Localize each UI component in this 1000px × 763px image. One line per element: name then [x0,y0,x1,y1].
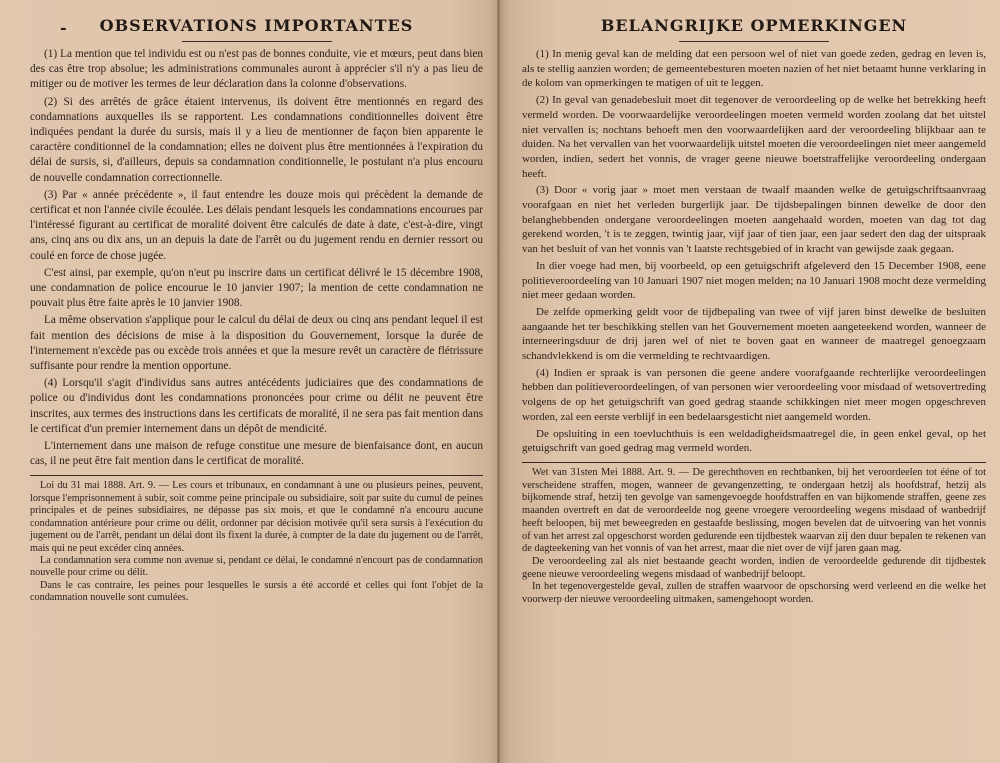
right-separator [522,462,986,463]
left-title-rule [182,41,332,42]
right-paragraph: De opsluiting in een toevluchthuis is een weldadigheidsmaatregel die, in geen enkel geval, op het getuigschrift van goed gedrag mag vermeld worden. [522,427,986,455]
right-column-dutch [500,0,1000,763]
left-law-paragraph: Dans le cas contraire, les peines pour lesquelles le sursis a été accordé et celles qui font l'objet de la condamnation nouvelle sont cumulées. [30,579,483,604]
right-title: BELANGRIJKE OPMERKINGEN [600,16,908,35]
right-paragraph: (3) Door « vorig jaar » moet men verstaan de twaalf maanden welke de getuigschriftsaanvraag voorafgaan en niet het verleden burgerlijk jaar. De tijdsbepalingen binnen dewelke de door den belanghebbenden ondergane veroordeelingen moeten aangehaald worden, moeten van dag tot dag gerekend worden, 't is te zeggen, twintig jaar, vijf jaar of tien jaar, een jaar sedert den dag der uitspraak van het besluit of van het vonnis van 't laatste rechtsgebied of in kracht van gewijsde zaak gegaan. [522,184,986,256]
left-law-paragraph: Loi du 31 mai 1888. Art. 9. — Les cours et tribunaux, en condamnant à une ou plusieurs peines, peuvent, lorsque l'emprisonnement à subir, soit comme peine principale ou subsidiaire, soit par suite du cumul de peines principales et de peines subsidiaires, ne dépasse pas six mois, et que le condamné n'a encouru aucune condamnation antérieure pour crime ou délit, ordonner par décision motivée qu'il sera sursis à l'exécution du jugement ou de l'arrêt, pendant un délai dont ils fixent la durée, à compter de la date du jugement ou de l'arrêt, mais qui ne peut excéder cinq années. [30,480,483,554]
left-paragraph: (1) La mention que tel individu est ou n'est pas de bonnes conduite, vie et mœurs, peut dans bien des cas être trop absolue; les administrations communales auront à apprécier s'il n'y a pas lieu de mitiger ou de motiver les termes de leur déclaration dans la colonne d'observations. [30,48,483,91]
right-law-paragraph: In het tegenovergestelde geval, zullen de straffen waarvoor de opschorsing werd verleend en die welke het voorwerp der nieuwe veroordeeling uitmaken, samengehoopt worden. [522,581,986,606]
left-law-text [30,480,483,604]
left-paragraph: (2) Si des arrêtés de grâce étaient intervenus, ils doivent être mentionnés en regard des condamnations auxquelles ils se rapportent. Les condamnations conditionnelles doivent être indiquées pendant la durée du sursis, mais il y a lieu de mentionner de façon bien apparente le caractère conditionnel de la condamnation; elles ne doivent plus être mentionnées à l'expiration du délai de sursis, si, d'ailleurs, depuis sa condamnation conditionnelle, le postulant n'a plus encouru de nouvelle condamnation correctionnelle. [30,95,483,184]
left-separator [30,475,483,476]
right-paragraph: (4) Indien er spraak is van personen die geene andere voorafgaande rechterlijke veroordeelingen hebben dan politieveroordeelingen, of van personen wier veroordeeling voor misdaad of wetsovertreding volgens de op het getuigschrift van goed gedrag staande schikkingen niet meer mogen opgeschreven worden, zal een eerste verblijf in een bedelaarsgesticht niet aangemeld worden. [522,366,986,423]
right-paragraph: (1) In menig geval kan de melding dat een persoon wel of niet van goede zeden, gedrag en leven is, als te stellig aanzien worden; de gemeentebesturen moeten nazien of het niet betaamt hunne verklaring in de kolom van opmerkingen te matigen of uit te leggen. [522,48,986,90]
left-paragraph: (3) Par « année précédente », il faut entendre les douze mois qui précèdent la demande de certificat et non l'année civile écoulée. Les délais pendant lesquels les condamnations encourues par l'intéressé figurant au certificat de moralité doivent être calculés de date à date, c'est-à-dire, vingt ans, cinq ans ou dix ans, un an depuis la date de l'arrêt ou du jugement rendu en dernier ressort ou coulé en force de chose jugée. [30,188,483,262]
right-paragraph: (2) In geval van genadebesluit moet dit tegenover de veroordeeling op de welke het betrekking heeft vermeld worden. De voorwaardelijke veroordeelingen moeten vermeld worden zoolang dat het uitstel niet vervallen is; nochtans behoeft men den voorwaardelijken aard der veroordeeling blijkbaar aan te duiden. Na het vervallen van het voorwaardelijk uitstel moeten die veroordeelingen niet meer aangemeld worden, indien, sedert het vonnis, de vrager geene nieuwe boetstraffelijke veroordeeling ondergaan heeft. [522,94,986,180]
right-law-text [522,467,986,607]
left-law-paragraph: La condamnation sera comme non avenue si, pendant ce délai, le condamné n'encourt pas de condamnation nouvelle pour crime ou délit. [30,554,483,579]
left-title: OBSERVATIONS IMPORTANTES [99,16,414,35]
left-paragraph: C'est ainsi, par exemple, qu'on n'eut pu inscrire dans un certificat délivré le 15 décembre 1908, une condamnation de police encourue le 10 janvier 1907; la mention de cette condamnation ne pouvait plus être faite après le 10 janvier 1908. [30,266,483,310]
left-paragraph: L'internement dans une maison de refuge constitue une mesure de bienfaisance dont, en aucun cas, il ne peut être fait mention dans le certificat de moralité. [30,440,483,468]
left-paragraph: (4) Lorsqu'il s'agit d'individus sans autres antécédents judiciaires que des condamnations de police ou d'individus dont les condamnations prononcées pour crime ou délit ne peuvent être inscrites, aux termes des instructions dans les certificats de moralité, il ne sera pas fait mention dans le certificat d'un premier internement dans un dépôt de mendicité. [30,377,483,435]
right-law-paragraph: De veroordeeling zal als niet bestaande geacht worden, indien de veroordeelde gedurende dit tijdbestek geene nieuwe veroordeeling wegens misdaad of wanbedrijf beloopt. [522,555,986,580]
right-law-paragraph: Wet van 31sten Mei 1888. Art. 9. — De gerechthoven en rechtbanken, bij het veroordeelen tot ééne of tot verscheidene straffen, mogen, wanneer de gevangenzetting, te ondergaan hetzij als hoofdstraf, hetzij als bijkomende straf, hetzij ten gevolge van samengevoegde hoofdstraffen en van bijkomende straffen, geene zes maanden overtreft en dat de veroordeelde nog geene vroegere veroordeeling wegens misdaad of wanbedrijf heeft beloopen, bij met beweegreden en gestaafde beslissing, mogen bevelen dat de uitvoering van het vonnis of van het arrest zal opgeschorst worden gedurende een tijdbestek waarvan zij den duur bepalen te rekenen van de dagteekening van het vonnis of van het arrest, maar die niet over de vijf jaren gaan mag. [522,466,986,555]
right-title-rule [679,41,829,42]
right-body [522,47,986,456]
left-column-french [0,0,497,763]
right-paragraph: In dier voege had men, bij voorbeeld, op een getuigschrift afgeleverd den 15 December 1908, eene politieveroordeeling van 10 Januari 1907 niet mogen melden; na 10 Januari 1908 mocht deze vermelding niet meer gedaan worden. [522,259,986,302]
title-dash: - [60,18,67,37]
right-paragraph: De zelfde opmerking geldt voor de tijdbepaling van twee of vijf jaren binst dewelke de besluiten aangaande het ter beschikking stellen van het Gouvernement moeten aangeteekend worden, wanneer de interneeringsduur de drij jaren wel of niet te boven gaat en wanneer de maatregel genoegzaam schandvlekkend is om die vermelding te rechtvaardigen. [522,305,986,363]
left-body [30,47,483,469]
left-paragraph: La même observation s'applique pour le calcul du délai de deux ou cinq ans pendant lequel il est fait mention des décisions de mise à la disposition du Gouvernement, lorsque la durée de l'internement n'excède pas ou excède trois années et que la mesure revêt un caractère de flétrissure suffisante pour rendre la mention opportune. [30,314,483,373]
